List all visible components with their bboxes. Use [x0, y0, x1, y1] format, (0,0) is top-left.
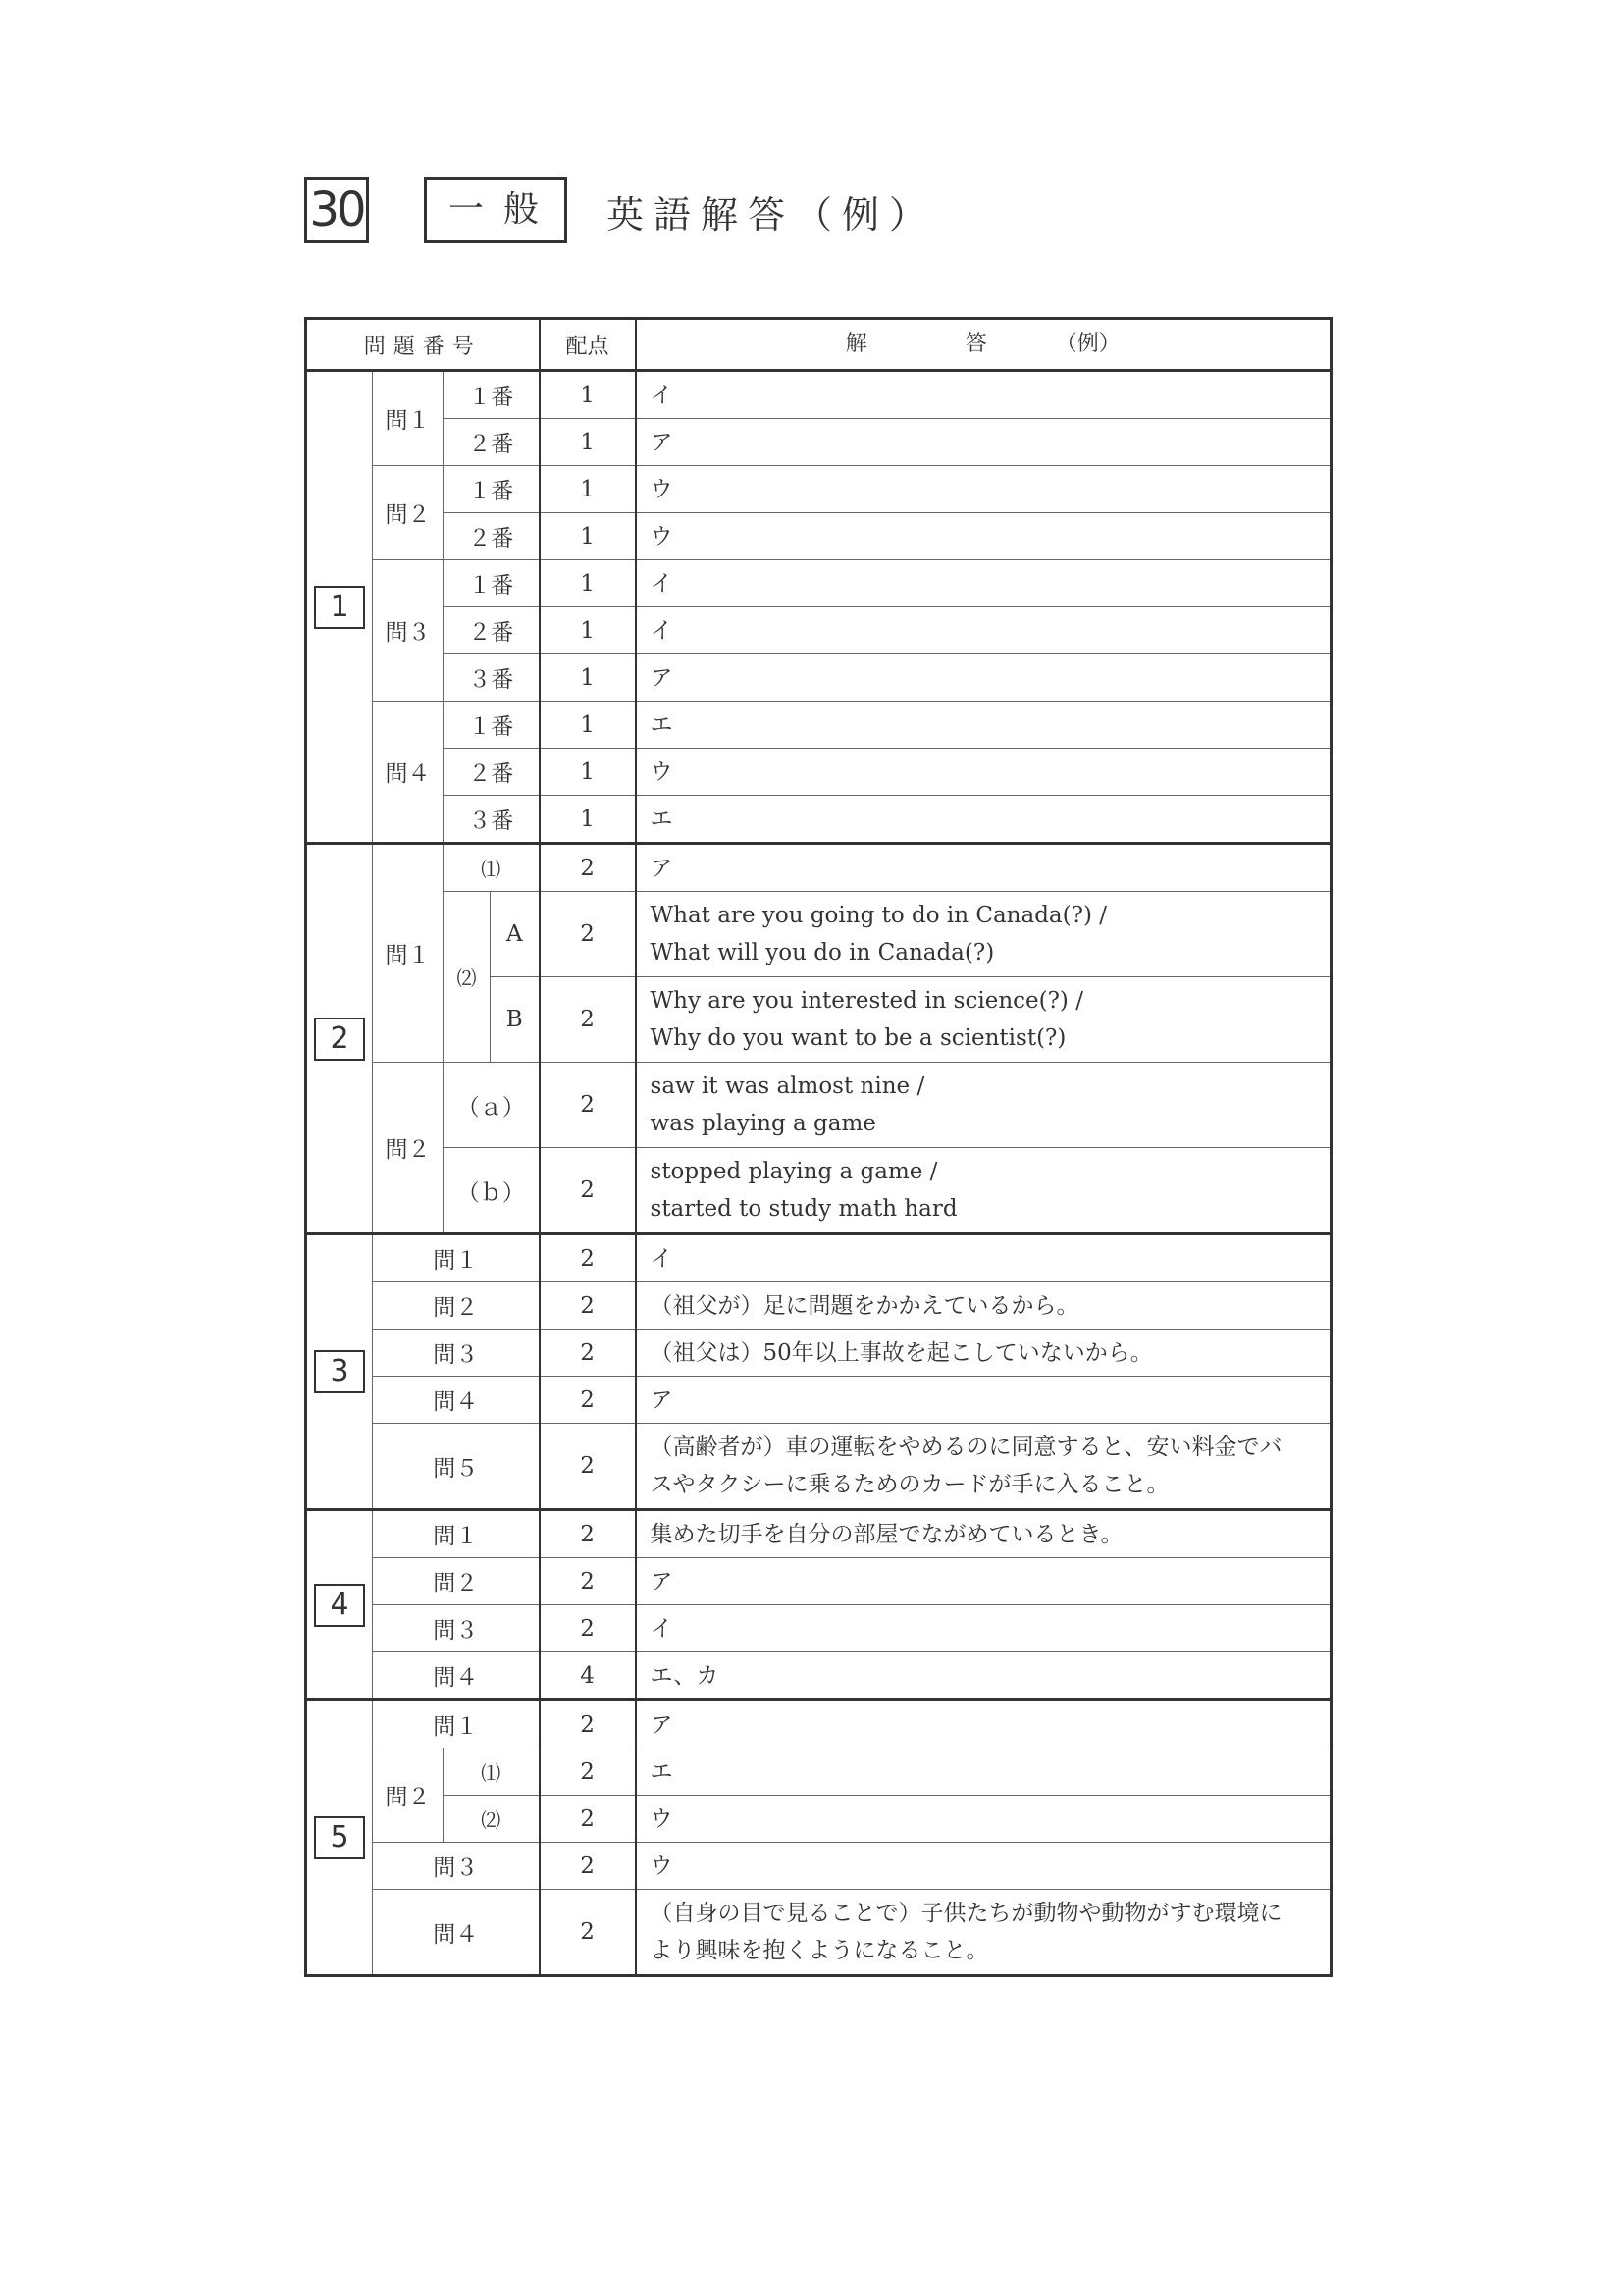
table-row: ２番 1 ア: [306, 419, 1332, 466]
section-2-label: 2: [306, 844, 373, 1234]
section-1-label: 1: [306, 371, 373, 844]
table-row: 問２ １番 1 ウ: [306, 466, 1332, 513]
table-row: 4 問１ 2 集めた切手を自分の部屋でながめているとき。: [306, 1510, 1332, 1558]
table-row: ⑵ A 2 What are you going to do in Canada(?) / What will you do in Canada(?): [306, 892, 1332, 977]
section-5-label: 5: [306, 1700, 373, 1976]
table-row: 問２ ⑴ 2 エ: [306, 1748, 1332, 1796]
table-header-row: [306, 319, 1332, 371]
table-row: B 2 Why are you interested in science(?) / Why do you want to be a scientist(?): [306, 977, 1332, 1063]
s2-answer-a-lower: saw it was almost nine / was playing a game: [636, 1063, 1332, 1148]
s1-question-2: 問２: [373, 466, 444, 560]
s1-question-3: 問３: [373, 560, 444, 702]
table-row: ⑵ 2 ウ: [306, 1796, 1332, 1843]
table-row: 問２ 2 （祖父が）足に問題をかかえているから。: [306, 1282, 1332, 1330]
table-row: 問４ 4 エ、カ: [306, 1652, 1332, 1700]
table-row: 問３ 2 （祖父は）50年以上事故を起こしていないから。: [306, 1330, 1332, 1377]
header-answer: 解 答 （例）: [636, 319, 1332, 371]
table-row: ３番 1 ア: [306, 654, 1332, 702]
table-row: 問３ １番 1 イ: [306, 560, 1332, 607]
table-row: 5 問１ 2 ア: [306, 1700, 1332, 1748]
table-row: ２番 1 イ: [306, 607, 1332, 654]
table-row: 1 問１ １番 1 イ: [306, 371, 1332, 419]
s2-question-2: 問２: [373, 1063, 444, 1234]
table-row: 3 問１ 2 イ: [306, 1234, 1332, 1282]
section-4-label: 4: [306, 1510, 373, 1700]
s5-question-2: 問２: [373, 1748, 444, 1843]
table-row: 問５ 2 （高齢者が）車の運転をやめるのに同意すると、安い料金でバ スやタクシーに乗るためのカードが手に入ること。: [306, 1424, 1332, 1510]
table-row: 問４ １番 1 エ: [306, 702, 1332, 749]
s5-answer-4: （自身の目で見ることで）子供たちが動物や動物がすむ環境に より興味を抱くようになること。: [636, 1890, 1332, 1976]
table-row: 問４ 2 （自身の目で見ることで）子供たちが動物や動物がすむ環境に より興味を抱くようになること。: [306, 1890, 1332, 1976]
header-score: 配点: [540, 319, 636, 371]
s1-question-1: 問１: [373, 371, 444, 466]
s2-question-1: 問１: [373, 844, 444, 1063]
table-row: ２番 1 ウ: [306, 513, 1332, 560]
table-row: 問３ 2 イ: [306, 1605, 1332, 1652]
s1-question-4: 問４: [373, 702, 444, 844]
table-row: （ｂ） 2 stopped playing a game / started to study math hard: [306, 1148, 1332, 1234]
s2-answer-a: What are you going to do in Canada(?) / What will you do in Canada(?): [636, 892, 1332, 977]
s2-answer-b: Why are you interested in science(?) / Why do you want to be a scientist(?): [636, 977, 1332, 1063]
table-row: ３番 1 エ: [306, 796, 1332, 844]
table-row: 問２ （ａ） 2 saw it was almost nine / was playing a game: [306, 1063, 1332, 1148]
answer-table: [304, 317, 1333, 1977]
s2-answer-b-lower: stopped playing a game / started to study math hard: [636, 1148, 1332, 1234]
table-row: 問３ 2 ウ: [306, 1843, 1332, 1890]
s3-answer-5: （高齢者が）車の運転をやめるのに同意すると、安い料金でバ スやタクシーに乗るためのカードが手に入ること。: [636, 1424, 1332, 1510]
exam-number-box: 30: [304, 177, 369, 243]
table-row: ２番 1 ウ: [306, 749, 1332, 796]
section-3-label: 3: [306, 1234, 373, 1510]
header-question-no: 問題番号: [306, 319, 540, 371]
exam-category-box: 一般: [424, 177, 567, 243]
table-row: 問４ 2 ア: [306, 1377, 1332, 1424]
table-row: 2 問１ ⑴ 2 ア: [306, 844, 1332, 892]
page-title: 英語解答（例）: [606, 193, 937, 236]
table-row: 問２ 2 ア: [306, 1558, 1332, 1605]
